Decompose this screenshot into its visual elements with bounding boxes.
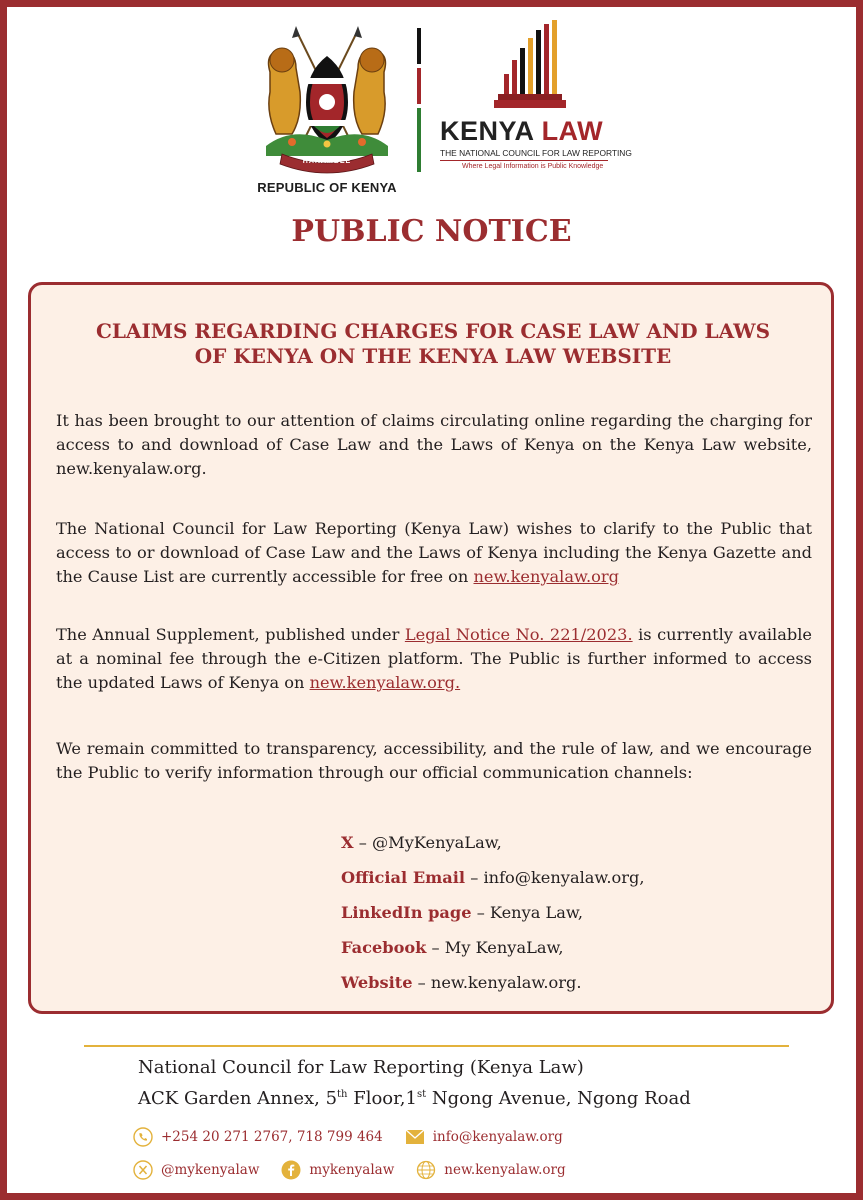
kenyalaw-link-2[interactable]: new.kenyalaw.org. <box>309 673 461 692</box>
channel-label: Facebook <box>341 938 427 957</box>
footer-address-sup: th <box>337 1089 348 1100</box>
channel-label: Website <box>341 973 413 992</box>
channel-email <box>341 860 801 895</box>
notice-heading-line2: OF KENYA ON THE KENYA LAW WEBSITE <box>194 344 672 368</box>
channel-value: – My KenyaLaw, <box>426 938 564 957</box>
phone-icon <box>133 1127 153 1147</box>
kenya-law-columns-icon <box>488 20 578 112</box>
footer-org: National Council for Law Reporting (Kenya Law) <box>138 1057 584 1078</box>
flag-divider <box>417 28 421 172</box>
globe-icon <box>416 1160 436 1180</box>
footer-address-part: Floor,1 <box>347 1088 417 1109</box>
channel-linkedin <box>341 895 801 930</box>
channel-value: – info@kenyalaw.org, <box>465 868 645 887</box>
footer-address-part: ACK Garden Annex, 5 <box>138 1088 338 1109</box>
footer-rule <box>84 1045 789 1047</box>
channel-x <box>341 825 801 860</box>
channels-list <box>341 825 801 1000</box>
notice-panel <box>28 282 834 1014</box>
paragraph-1: It has been brought to our attention of claims circulating online regarding the charging for access to and download of Case Law and the Laws of Kenya on the Kenya Law website, new.kenyalaw.org. <box>56 411 812 478</box>
paragraph-2 <box>56 517 812 589</box>
footer-address-part: Ngong Avenue, Ngong Road <box>426 1088 691 1109</box>
legal-notice-link[interactable]: Legal Notice No. 221/2023. <box>404 625 633 644</box>
notice-heading-line1: CLAIMS REGARDING CHARGES FOR CASE LAW AND LAWS <box>95 319 771 343</box>
kenyalaw-link[interactable]: new.kenyalaw.org <box>473 567 619 586</box>
facebook-icon <box>281 1160 301 1180</box>
republic-of-kenya-caption: REPUBLIC OF KENYA <box>257 180 397 195</box>
paragraph-3-text-a: The Annual Supplement, published under <box>56 625 405 644</box>
coat-of-arms <box>252 22 402 195</box>
kenya-law-subtitle: THE NATIONAL COUNCIL FOR LAW REPORTING <box>440 148 632 158</box>
x-icon <box>133 1160 153 1180</box>
kenya-law-logo <box>440 20 632 180</box>
channel-value: – Kenya Law, <box>471 903 584 922</box>
contact-row-1 <box>133 1126 563 1148</box>
channel-value: – new.kenyalaw.org. <box>412 973 582 992</box>
paragraph-3-text-b: is currently available at a nominal fee through the e-Citizen platform. The Public is further informed to access the updated Laws of Kenya on <box>56 625 812 692</box>
channel-website <box>341 965 801 1000</box>
channel-facebook <box>341 930 801 965</box>
footer-address <box>138 1088 691 1109</box>
email-icon <box>405 1127 425 1147</box>
notice-heading <box>71 319 795 369</box>
paragraph-2-text: The National Council for Law Reporting (Kenya Law) wishes to clarify to the Public that access to or download of Case Law and the Laws of Kenya including the Kenya Gazette and the Cause List are currently accessible for free on <box>56 519 812 586</box>
x-handle[interactable]: @mykenyalaw <box>161 1162 260 1178</box>
email-address[interactable]: info@kenyalaw.org <box>432 1129 563 1145</box>
channel-label: Official Email <box>341 868 466 887</box>
facebook-handle[interactable]: mykenyalaw <box>309 1162 395 1178</box>
website-url[interactable]: new.kenyalaw.org <box>444 1162 566 1178</box>
public-notice-title: PUBLIC NOTICE <box>291 214 572 249</box>
footer-address-sup: st <box>416 1089 427 1100</box>
kenya-law-rule <box>440 160 608 161</box>
channel-label: LinkedIn page <box>341 903 472 922</box>
paragraph-3 <box>56 623 812 695</box>
contact-row-2 <box>133 1159 566 1181</box>
kenya-law-title <box>440 116 610 147</box>
kenya-law-tagline: Where Legal Information is Public Knowledge <box>462 163 604 170</box>
phone-number[interactable]: +254 20 271 2767, 718 799 464 <box>161 1129 383 1145</box>
kenya-law-title-part1: KENYA <box>440 116 534 146</box>
channel-label: X <box>341 833 354 852</box>
kenya-law-title-part2: LAW <box>541 116 604 146</box>
coat-of-arms-icon <box>252 22 402 178</box>
paragraph-4: We remain committed to transparency, accessibility, and the rule of law, and we encourage the Public to verify information through our official communication channels: <box>56 739 812 782</box>
motto-text: HARAMBEE <box>302 158 352 165</box>
channel-value: – @MyKenyaLaw, <box>353 833 502 852</box>
